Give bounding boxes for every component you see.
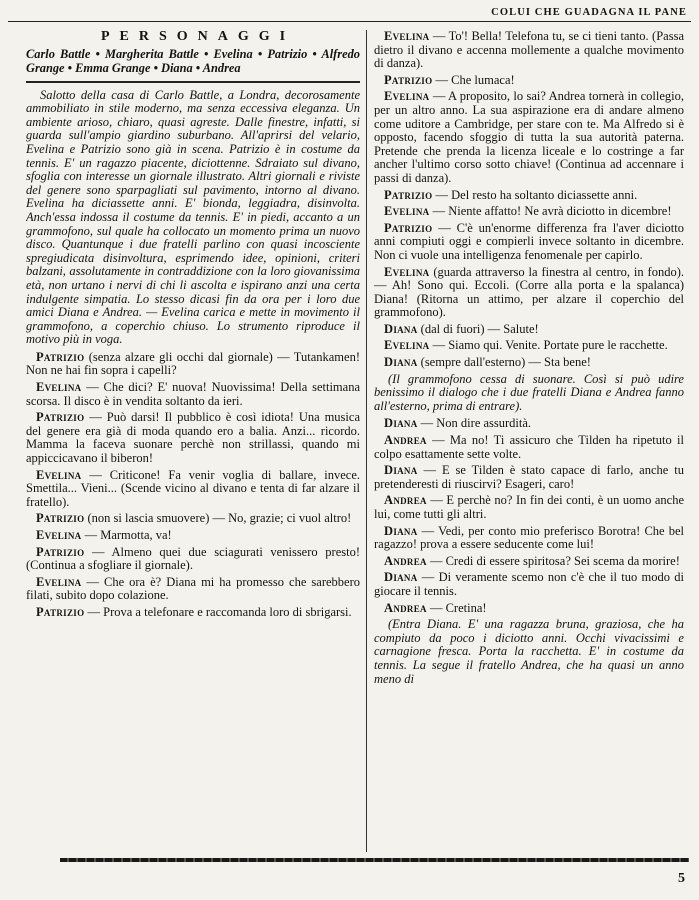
dialogue-line bbox=[374, 30, 684, 71]
speaker-name: Andrea bbox=[384, 553, 427, 568]
page-number: 5 bbox=[678, 871, 685, 886]
speaker-name: Andrea bbox=[384, 600, 427, 615]
dialogue-text: — C'è un'enorme differenza fra l'aver diciotto anni compiuti oggi e compierli invece soltanto in dicembre. Non ci vuole una intelligenza fenomenale per capirlo. bbox=[374, 220, 684, 262]
speaker-name: Patrizio bbox=[384, 220, 433, 235]
cast-rule bbox=[26, 81, 360, 83]
dialogue-text: — Cretina! bbox=[426, 600, 487, 615]
dialogue-text: — Che lumaca! bbox=[432, 72, 515, 87]
dialogue-text: — Che ora è? Diana mi ha promesso che sarebbero filati, subito dopo colazione. bbox=[26, 574, 360, 603]
dialogue-line bbox=[374, 339, 684, 353]
dialogue-line bbox=[374, 464, 684, 491]
dialogue-text: — Vedi, per conto mio preferisco Borotra! Che bel ragazzo! prova a essere seducente come lui! bbox=[374, 523, 684, 552]
speaker-name: Andrea bbox=[384, 433, 427, 448]
speaker-name: Evelina bbox=[36, 574, 82, 589]
dialogue-text: — Del resto ha soltanto diciassette anni. bbox=[432, 187, 638, 202]
speaker-name: Patrizio bbox=[36, 410, 85, 425]
speaker-name: Evelina bbox=[384, 30, 430, 43]
cast-names: Carlo Battle • Margherita Battle • Evelina • Patrizio • Alfredo Grange • Emma Grange • Diana • Andrea bbox=[26, 46, 360, 76]
dialogue-line bbox=[374, 74, 684, 88]
dialogue-text: — Almeno quei due sciagurati venissero presto! (Continua a sfogliare il giornale). bbox=[26, 544, 360, 573]
dialogue-line bbox=[374, 266, 684, 320]
speaker-name: Evelina bbox=[36, 467, 82, 482]
left-column-text bbox=[26, 89, 360, 620]
dialogue-line bbox=[26, 546, 360, 573]
dialogue-text: — Marmotta, va! bbox=[81, 528, 172, 542]
dialogue-text: (sempre dall'esterno) — Sta bene! bbox=[417, 355, 591, 370]
right-column bbox=[374, 30, 684, 852]
left-column bbox=[26, 30, 360, 852]
column-divider bbox=[366, 30, 367, 852]
dialogue-text: — Non dire assurdità. bbox=[417, 416, 532, 431]
speaker-name: Evelina bbox=[36, 380, 82, 395]
cast-title: PERSONAGGI bbox=[100, 30, 296, 44]
dialogue-line bbox=[26, 606, 360, 620]
speaker-name: Diana bbox=[384, 570, 418, 585]
stage-direction: Salotto della casa di Carlo Battle, a Londra, decorosamente ammobiliato in stile moderno, ma senza eccessiva eleganza. Un ambiente arioso, chiaro, quasi agreste. Dalle finestre, infatti, si guarda sull'ampio giardino suburbano. All'aprirsi del velario, Evelina e Patrizio sono già in scena. Patrizio è in costume da tennis. E' un ragazzo piacente, diciottenne. Sdraiato sul divano, sfoglia con interesse un giornale illustrato. Altri giornali e riviste del genere sono sparpagliati sul pavimento, intorno al divano. Evelina ha diciassette anni. E' bionda, leggiadra, disinvolta. Anch'essa indossa il costume da tennis. E' in piedi, accanto a un grammofono, sul quale ha collocato un momento prima un nuovo disco. Quantunque i due fratelli parlino con quasi incosciente spregiudicata disinvoltura, esprimendo idee, opinioni, criteri balzani, assolutamente in contraddizione con la loro giovanissima età, non urtano i nervi di chi li ascolta e ispirano anzi una certa indulgente simpatia. Lo stesso dicasi fin da ora per i loro due amici Diana e Andrea. — Evelina carica e mette in movimento il grammofono, a coperchio chiuso. Lo strumento riproduce il motivo più in voga. bbox=[26, 87, 360, 347]
dialogue-line bbox=[26, 512, 360, 526]
dialogue-text: — Ma no! Ti assicuro che Tilden ha ripetuto il colpo esattamente sette volte. bbox=[374, 433, 684, 461]
dialogue-text: — Che dici? E' nuova! Nuovissima! Della settimana scorsa. Il disco è in vendita soltanto da ieri. bbox=[26, 380, 360, 408]
speaker-name: Andrea bbox=[384, 493, 427, 508]
dialogue-text: — Niente affatto! Ne avrà diciotto in dicembre! bbox=[429, 204, 672, 219]
dialogue-text: — Di veramente scemo non c'è che il tuo modo di giocare il tennis. bbox=[374, 570, 684, 598]
dialogue-line bbox=[374, 417, 684, 431]
speaker-name: Diana bbox=[384, 321, 418, 336]
dialogue-line bbox=[26, 529, 360, 543]
dialogue-line bbox=[374, 555, 684, 569]
dialogue-line bbox=[26, 351, 360, 378]
dialogue-text: — To'! Bella! Telefona tu, se ci tieni tanto. (Passa dietro il divano e accenna mollemente a qualche movimento di danza). bbox=[374, 30, 684, 71]
dialogue-line bbox=[374, 323, 684, 337]
speaker-name: Patrizio bbox=[384, 187, 433, 202]
dialogue-line bbox=[374, 189, 684, 203]
dialogue-line bbox=[374, 525, 684, 552]
stage-direction: (Il grammofono cessa di suonare. Così si può udire benissimo il dialogo che i due fratelli Diana e Andrea fanno all'esterno, prima di entrare). bbox=[374, 371, 684, 413]
dialogue-text: — Siamo qui. Venite. Portate pure le racchette. bbox=[429, 338, 668, 353]
speaker-name: Patrizio bbox=[36, 604, 85, 619]
dialogue-line bbox=[374, 602, 684, 616]
dialogue-text: — E se Tilden è stato capace di farlo, anche tu pretenderesti di riuscirvi? Esageri, caro! bbox=[374, 463, 684, 491]
header-rule bbox=[8, 21, 691, 22]
dialogue-line bbox=[374, 222, 684, 263]
dialogue-line bbox=[26, 381, 360, 408]
speaker-name: Evelina bbox=[384, 338, 430, 353]
dialogue-text: — Prova a telefonare e raccomanda loro di sbrigarsi. bbox=[84, 604, 352, 619]
right-column-text bbox=[374, 30, 684, 686]
speaker-name: Diana bbox=[384, 416, 418, 431]
dialogue-text: (senza alzare gli occhi dal giornale) — Tutankamen! Non ne hai fin sopra i capelli? bbox=[26, 349, 360, 378]
speaker-name: Patrizio bbox=[36, 349, 85, 364]
dialogue-line bbox=[374, 205, 684, 219]
dialogue-text: — E perchè no? In fin dei conti, è un uomo anche lui, come tutti gli altri. bbox=[374, 493, 684, 521]
dialogue-line bbox=[26, 411, 360, 465]
dialogue-line bbox=[374, 90, 684, 185]
speaker-name: Diana bbox=[384, 463, 418, 478]
dialogue-line bbox=[374, 494, 684, 521]
dialogue-text: — A proposito, lo sai? Andrea tornerà in collegio, per un altro anno. La sua aspirazione era di andare almeno come uditore a Cambridge, per stare con te. Ma Alfredo si è opposto, facendo sfoggio di tutta la sua autorità paterna. Pretende che prenda la licenza liceale e lo costringe a far ancher l'ultimo corso sotto chiave! (Continua ad accennare i passi di danza). bbox=[374, 89, 684, 185]
dialogue-text: — Criticone! Fa venir voglia di ballare, invece. Smettila... Vieni... (Scende vicino al divano e tenta di far alzare il fratello). bbox=[26, 467, 360, 509]
dialogue-text: (non si lascia smuovere) — No, grazie; ci vuol altro! bbox=[84, 511, 352, 526]
speaker-name: Evelina bbox=[384, 89, 430, 104]
stage-direction: (Entra Diana. E' una ragazza bruna, graziosa, che ha compiuto da poco i diciotto anni. Occhi vivacissimi e carnagione fresca. Porta la racchetta. E' in costume da tennis. La segue il fratello Andrea, che ha quasi un anno meno di bbox=[374, 617, 684, 686]
speaker-name: Evelina bbox=[36, 528, 82, 542]
dialogue-text: (dal di fuori) — Salute! bbox=[417, 321, 539, 336]
dialogue-line bbox=[26, 576, 360, 603]
speaker-name: Diana bbox=[384, 355, 418, 370]
dialogue-line bbox=[374, 434, 684, 461]
dialogue-text: — Credi di essere spiritosa? Sei scema da morire! bbox=[426, 553, 680, 568]
dialogue-line bbox=[374, 571, 684, 598]
speaker-name: Patrizio bbox=[36, 511, 85, 526]
speaker-name: Patrizio bbox=[36, 544, 85, 559]
speaker-name: Evelina bbox=[384, 204, 430, 219]
running-header: COLUI CHE GUADAGNA IL PANE bbox=[491, 7, 687, 18]
dialogue-line bbox=[26, 469, 360, 510]
speaker-name: Patrizio bbox=[384, 72, 433, 87]
dialogue-text: — Può darsi! Il pubblico è così idiota! Una musica del genere era già di moda quando ero a balia. Anzi... ricordo. Mamma la faceva suonare perchè non strillassi, quando mi appiccicavano il biberon! bbox=[26, 410, 360, 466]
cast-list bbox=[26, 30, 360, 83]
footer-rule bbox=[60, 858, 689, 862]
speaker-name: Diana bbox=[384, 523, 418, 538]
speaker-name: Evelina bbox=[384, 264, 430, 279]
dialogue-text: (guarda attraverso la finestra al centro, in fondo). — Ah! Sono qui. Eccoli. (Corre alla porta e la spalanca) Diana! (Ritorna un attimo, per alzare il coperchio del grammofono). bbox=[374, 264, 684, 320]
dialogue-line bbox=[374, 356, 684, 370]
